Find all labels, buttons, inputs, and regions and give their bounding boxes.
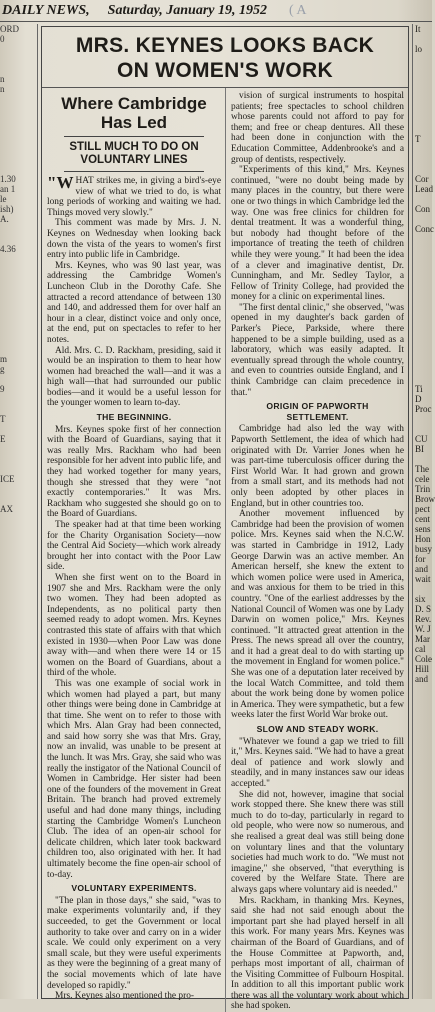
column-fragment: cal <box>415 644 426 654</box>
section-heading-slow: SLOW AND STEADY WORK. <box>256 724 379 735</box>
section-heading-papworth-line-2: SETTLEMENT. <box>286 411 349 422</box>
column-fragment: Rev. <box>415 614 432 624</box>
column-fragment <box>415 424 432 434</box>
column-fragment: n <box>0 74 5 84</box>
column-fragment: an 1 <box>0 184 16 194</box>
column-fragment <box>0 224 37 234</box>
subheadline-line-2: Has Led <box>100 113 168 132</box>
paragraph: Another movement influenced by Cambridge had been the provision of women police. Mrs. Keynes said when the N.C.W. was started in Cambridge in 1912, Lady George Darwin was an active member. An American herself, she knew the extent to which women police were used in America, and was anxious for them to be tried in this country. "One of the earliest addresses by the National Council of Women was one by Lady Darwin on women police," Mrs. Keynes continued. "It attracted great attention in the Press. The news spread all over the country, and it had a great deal to do with starting up the movement in England for women police." She was one of a deputation later received by the local Watch Committee, and told them about the work being done by women police in America. They were sympathetic, but a few weeks later the first World War broke out. <box>231 509 404 721</box>
body-text-beginning <box>47 425 221 881</box>
column-fragment <box>415 84 432 94</box>
column-fragment: The <box>415 464 429 474</box>
column-fragment: Conc <box>415 224 434 234</box>
column-fragment <box>415 54 432 64</box>
column-fragment <box>415 284 432 294</box>
column-fragment: le <box>0 194 7 204</box>
paragraph: "The first dental clinic," she observed, "was opened in my daughter's back garden of Parker's Piece, Parkside, where there happened to be a simple building, used as a laboratory, which was easily adapted. It eventually spread through the whole country, and even to countries outside England, and I think Cambridge can claim precedence in that." <box>231 302 404 398</box>
column-fragment <box>415 244 432 254</box>
column-fragment <box>0 134 37 144</box>
section-heading-papworth <box>231 401 404 422</box>
divider <box>64 171 203 172</box>
column-fragment <box>415 74 432 84</box>
column-fragment <box>415 94 432 104</box>
column-fragment <box>415 454 432 464</box>
body-text-slow <box>231 737 404 1012</box>
column-fragment <box>415 414 432 424</box>
column-fragment <box>0 154 37 164</box>
column-fragment <box>0 394 37 404</box>
column-fragment <box>415 304 432 314</box>
column-fragment: It <box>415 24 421 34</box>
column-fragment: 9 <box>0 384 5 394</box>
body-text-intro <box>47 173 221 409</box>
column-fragment <box>415 194 432 204</box>
paragraph: Ald. Mrs. C. D. Rackham, presiding, said it would be an inspiration to them to hear how women had breached the wall—and it was a high wall—that had surrounded our public bodies—and it would be a useful lesson for the younger women to learn to-day. <box>47 345 221 409</box>
column-fragment <box>0 254 37 264</box>
column-fragment: ORD <box>0 24 20 34</box>
column-fragment <box>415 214 432 224</box>
column-fragment <box>415 34 432 44</box>
column-fragment: g <box>0 364 5 374</box>
column-fragment <box>415 354 432 364</box>
deck-line-1: STILL MUCH TO DO ON <box>69 141 199 153</box>
masthead <box>0 0 432 22</box>
headline-line-1: MRS. KEYNES LOOKS BACK <box>75 34 375 57</box>
column-fragment: wait <box>415 574 431 584</box>
paragraph: "Experiments of this kind," Mrs. Keynes continued, "were no doubt being made by many places in the country, but there were one or two things in which Cambridge led the way. One was free clinics for children for dental treatment. It was a wonderful thing, but nobody had thought before of the importance of treating the teeth of children while they were young." It had been the idea of a clever and imaginative dentist, Dr. Cunningham, and Mr. Sedley Taylor, a Fellow of Trinity College, had provided the money for a clinic on experimental lines. <box>231 165 404 303</box>
column-fragment: cele <box>415 474 430 484</box>
column-fragment <box>0 304 37 314</box>
column-fragment <box>0 284 37 294</box>
headline <box>42 27 408 88</box>
column-fragment <box>415 264 432 274</box>
column-fragment <box>0 444 37 454</box>
column-fragment <box>0 314 37 324</box>
paragraph: When she first went on to the Board in 1907 she and Mrs. Rackham were the only two women. They had been adopted as Independents, as no political party then seemed ready to adopt women. Mrs. Keynes contrasted this state of affairs with that which existed in 1930—when Poor Law was done away with—and when there were 14 or 15 women on the Board of Guardians, about a third of the whole. <box>47 572 221 679</box>
body-text-papworth <box>231 424 404 721</box>
column-fragment <box>0 124 37 134</box>
paragraph: This comment was made by Mrs. J. N. Keynes on Wednesday when looking back down the vista of the years to women's first entry into public life in Cambridge. <box>47 218 221 261</box>
column-fragment: 1.30 <box>0 174 16 184</box>
column-fragment <box>0 374 37 384</box>
column-fragment: Hill <box>415 664 430 674</box>
column-fragment: sens <box>415 524 431 534</box>
column-fragment <box>415 164 432 174</box>
paragraph: She did not, however, imagine that social work stopped there. She knew there was still much to do to-day, particularly in regard to old people, who were now so numerous, and she realised a great deal was still being done on voluntary lines and that the voluntary societies had much work to do. "We must not imagine," she observed, "that everything is covered by the Welfare State. There are always gaps where voluntary aid is needed." <box>231 789 404 895</box>
column-fragment: and <box>415 674 428 684</box>
column-fragment <box>0 94 37 104</box>
paragraph: Cambridge had also led the way with Papworth Settlement, the idea of which had originated with Dr. Varrier Jones when he was part-time tuberculosis officer during the First World War. It had grown and grown from a small start, and its methods had not only been adopted by other places in England, but in other countries too. <box>231 424 404 509</box>
column-fragment: pect <box>415 504 430 514</box>
column-fragment <box>0 44 37 54</box>
column-fragment <box>415 124 432 134</box>
column-fragment <box>0 164 37 174</box>
paragraph: Mrs. Keynes spoke first of her connection with the Board of Guardians, saying that it was really Mrs. Rackham who had been responsible for her advent into public life, and they had worked together for many years, though she stressed that they were "not exactly contemporaries." It was Mrs. Rackham who suggested she should go on to the Board of Guardians. <box>47 424 221 520</box>
column-fragment <box>0 494 37 504</box>
column-fragment <box>0 64 37 74</box>
column-fragment <box>415 584 432 594</box>
column-fragment <box>415 344 432 354</box>
paragraph: The speaker had at that time been working for the Charity Organisation Society—now the Central Aid Society—which work already brought her into contact with the Poor Law side. <box>47 520 221 573</box>
paragraph: This was one example of social work in which women had played a part, but many other things were being done in Cambridge at that time. She went on to refer to those with which Mrs. Alan Gray had been connected, and said how sorry she was that Mrs. Gray, now an invalid, was unable to be present at the lunch. It was Mrs. Gray, she said who was really the instigator of the National Council of Women in Cambridge. Her sister had been one of the founders of the movement in Great Britain. The branch had proved extremely useful and had done many things, including starting the Cambridge Women's Luncheon Club. The idea of an open-air school for delicate children, which later took backward children too, also originated with her. It had ultimately become the fine open-air school of to-day. <box>47 678 221 880</box>
body-text-clinics <box>231 91 404 398</box>
column-fragment: T <box>0 414 6 424</box>
divider <box>64 136 203 137</box>
column-fragment <box>415 154 432 164</box>
column-fragment: T <box>415 134 421 144</box>
column-fragment: CU <box>415 434 428 444</box>
column-fragment: 4.36 <box>0 244 16 254</box>
paragraph: Mrs. Keynes also mentioned the pro- <box>55 991 195 1002</box>
deck <box>47 141 221 167</box>
article-columns <box>42 88 408 1012</box>
section-heading-voluntary: VOLUNTARY EXPERIMENTS. <box>71 883 197 894</box>
column-fragment <box>415 234 432 244</box>
column-fragment: and <box>415 564 428 574</box>
column-fragment: AX <box>0 504 13 514</box>
column-fragment <box>415 104 432 114</box>
subheadline <box>47 94 221 132</box>
article <box>41 26 409 1012</box>
column-fragment: E <box>0 434 6 444</box>
column-fragment: Mar <box>415 634 430 644</box>
column-fragment: D <box>415 394 422 404</box>
masthead-paper: DAILY NEWS, <box>2 2 90 18</box>
column-fragment: 0 <box>0 34 5 44</box>
column-fragment: BI <box>415 444 424 454</box>
column-fragment <box>0 114 37 124</box>
column-fragment: Proc <box>415 404 432 414</box>
column-fragment: W. J <box>415 624 431 634</box>
column-fragment <box>0 144 37 154</box>
paragraph: "WHAT strikes me, in giving a bird's-eye view of what we tried to do, is what long periods of working and waiting we had. Things moved very slowly." <box>47 173 221 218</box>
column-fragment <box>0 464 37 474</box>
column-fragment: Cole <box>415 654 432 664</box>
paragraph: "Whatever we found a gap we tried to fill it," Mrs. Keynes said. "We had to have a great deal of patience and work slowly and steadily, and in many instances saw our ideas accepted." <box>231 736 404 789</box>
paragraph: vision of surgical instruments to hospital patients; free spectacles to school children whose parents could not afford to pay for them; and free or cheap dentures. All these had been done in conjunction with the Education Committee, Addenbrooke's and a group of dentists, respectively. <box>231 91 404 165</box>
column-fragment <box>415 144 432 154</box>
adjacent-column-right <box>412 24 435 999</box>
section-heading-papworth-line-1: ORIGIN OF PAPWORTH <box>266 401 369 412</box>
column-fragment <box>415 314 432 324</box>
column-fragment: D. S <box>415 604 432 614</box>
column-fragment <box>0 104 37 114</box>
column-fragment: Lead <box>415 184 433 194</box>
column-fragment <box>415 374 432 384</box>
column-fragment <box>0 264 37 274</box>
column-fragment: six <box>415 594 426 604</box>
column-fragment: Trin <box>415 484 431 494</box>
column-fragment <box>415 254 432 264</box>
column-fragment: lo <box>415 44 423 54</box>
archive-stamp: ( A <box>289 2 307 18</box>
body-text-voluntary <box>47 896 221 1002</box>
paragraph: "The plan in those days," she said, "was to make experiments voluntarily and, if they succeeded, to get the Government or local authority to take over and carry on in a wider scale. We could only experiment on a very small scale, but they were useful experiments as they were the beginning of a great many of the social movements which of late have developed so rapidly." <box>47 895 221 991</box>
section-heading-beginning: THE BEGINNING. <box>96 412 172 423</box>
subheadline-line-1: Where Cambridge <box>61 94 207 113</box>
column-fragment: n <box>0 84 5 94</box>
column-fragment <box>415 64 432 74</box>
column-fragment: ICE <box>0 474 15 484</box>
column-fragment <box>0 274 37 284</box>
paragraph: Mrs. Keynes, who was 90 last year, was addressing the Cambridge Women's Luncheon Club in the Dorothy Cafe. She attracted a record attendance of between 130 and 140, and addressed them for over half an hour in a clear, distinct voice and only once, at the end, put on spectacles to refer to her notes. <box>47 260 221 345</box>
column-fragment <box>0 294 37 304</box>
column-fragment <box>0 234 37 244</box>
column-fragment <box>415 114 432 124</box>
column-fragment <box>0 54 37 64</box>
column-fragment <box>0 454 37 464</box>
column-fragment: m <box>0 354 8 364</box>
deck-line-2: VOLUNTARY LINES <box>80 154 188 166</box>
column-fragment: busy <box>415 544 433 554</box>
column-fragment <box>415 334 432 344</box>
column-fragment <box>0 334 37 344</box>
masthead-date: Saturday, January 19, 1952 <box>107 2 267 18</box>
column-fragment: ish) <box>0 204 14 214</box>
column-fragment <box>415 274 432 284</box>
column-fragment: Hon <box>415 534 431 544</box>
column-fragment: cent <box>415 514 430 524</box>
column-fragment: Cor <box>415 174 429 184</box>
column-fragment <box>415 324 432 334</box>
column-fragment: for <box>415 554 426 564</box>
column-fragment <box>0 424 37 434</box>
column-fragment <box>0 324 37 334</box>
column-fragment <box>0 344 37 354</box>
column-fragment <box>415 294 432 304</box>
column-fragment: Ti <box>415 384 423 394</box>
column-fragment: Brow <box>415 494 435 504</box>
adjacent-column-left <box>0 24 38 999</box>
column-fragment: A. <box>0 214 9 224</box>
column-fragment <box>0 484 37 494</box>
article-column-1 <box>42 88 225 1012</box>
headline-line-2: ON WOMEN'S WORK <box>117 59 333 82</box>
paragraph: Mrs. Rackham, in thanking Mrs. Keynes, said she had not said enough about the important part she had played herself in all this work. For many years Mrs. Keynes was chairman of the Board of Guardians, and of the House Committee at Papworth, and, perhaps most important of all, chairman of the Visiting Committee of Fulbourn Hospital. In addition to all this important public work there was all the voluntary work about which she had spoken. <box>231 895 404 1012</box>
column-fragment <box>0 404 37 414</box>
article-column-2 <box>225 88 408 1012</box>
column-fragment: Con <box>415 204 431 214</box>
column-fragment <box>415 364 432 374</box>
